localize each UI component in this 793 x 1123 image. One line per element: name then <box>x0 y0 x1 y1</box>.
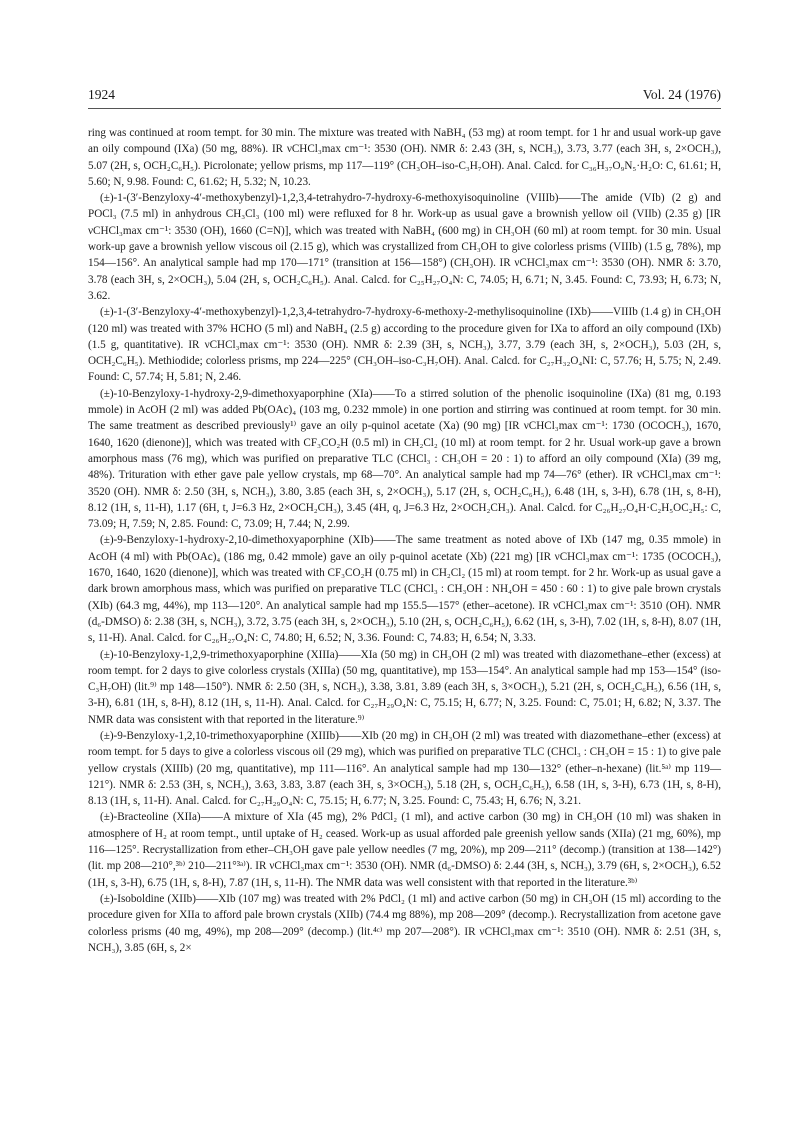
paragraph-ixb: (±)-1-(3′-Benzyloxy-4′-methoxybenzyl)-1,2,3,4-tetrahydro-7-hydroxy-6-methoxy-2-methylisoquinoline (IXb)——VIIIb (1.4 g) in CH₃OH (120 ml) was treated with 37% HCHO (5 ml) and NaBH₄ (2.5 g) according to the procedure given for IXa to afford an oily compound (IXb) (1.5 g, quantitative). IR νCHCl₃max cm⁻¹: 3530 (OH). NMR δ: 2.39 (3H, s, NCH₃), 3.77, 3.79 (each 3H, s, 2×OCH₃), 5.03 (2H, s, OCH₂C₆H₅). Methiodide; colorless prisms, mp 224—225° (CH₃OH–iso-C₃H₇OH). Anal. Calcd. for C₂₇H₃₂O₄NI: C, 57.76; H, 5.75; N, 2.49. Found: C, 57.74; H, 5.81; N, 2.46. <box>88 306 721 384</box>
paragraph-isoboldine: (±)-Isoboldine (XIIb)——XIb (107 mg) was treated with 2% PdCl₂ (1 ml) and active carbon (50 mg) in CH₃OH (15 ml) according to the procedure given for XIIa to afford pale brown crystals (XIIb) (74.4 mg 88%), mp 208—209° (decomp.). Recrystallization from acetone gave colorless prisms (40 mg, 49%), mp 208—209° (decomp.) (lit.⁴ᶜ⁾ mp 207—208°). IR νCHCl₃max cm⁻¹: 3510 (OH). NMR δ: 2.51 (3H, s, NCH₃), 3.85 (6H, s, 2× <box>88 892 721 954</box>
paragraph-xiiia: (±)-10-Benzyloxy-1,2,9-trimethoxyaporphine (XIIIa)——XIa (50 mg) in CH₃OH (2 ml) was treated with diazomethane–ether (excess) at room tempt. for 2 days to give colorless crystals (XIIIa) (50 mg, quantitative), mp 153—154°. An analytical sample had mp 153—154° (iso-C₃H₇OH) (lit.⁹⁾ mp 148—150°). NMR δ: 2.50 (3H, s, NCH₃), 3.38, 3.81, 3.89 (each 3H, s, 3×OCH₃), 5.21 (2H, s, OCH₂C₆H₅), 6.56 (1H, s, 3-H), 6.81 (1H, s, 8-H), 8.12 (1H, s, 11-H). Anal. Calcd. for C₂₇H₂₉O₄N: C, 75.15; H, 6.77; N, 3.25. Found: C, 75.01; H, 6.82; N, 3.37. The NMR data was consistent with that reported in the literature.⁹⁾ <box>88 648 721 726</box>
paragraph-xib: (±)-9-Benzyloxy-1-hydroxy-2,10-dimethoxyaporphine (XIb)——The same treatment as noted above of IXb (147 mg, 0.35 mmole) in AcOH (4 ml) with Pb(OAc)₄ (186 mg, 0.42 mmole) gave an oily p-quinol acetate (Xb) (221 mg) [IR νCHCl₃max cm⁻¹: 1735 (OCOCH₃), 1670, 1640, 1620 (dienone)], which was treated with CF₃CO₂H (0.75 ml) in CH₂Cl₂ (15 ml) at room tempt. for 2 hr. Work-up as usual gave a dark brown amorphous mass, which was purified on preparative TLC (CHCl₃ : CH₃OH : NH₄OH = 450 : 60 : 1) to give pale brown crystals (XIb) (64.3 mg, 44%), mp 113—120°. An analytical sample had mp 155.5—157° (ether–acetone). IR νCHCl₃max cm⁻¹: 3510 (OH). NMR (d₆-DMSO) δ: 2.38 (3H, s, NCH₃), 3.72, 3.75 (each 3H, s, 2×OCH₃), 5.10 (2H, s, OCH₂C₆H₅), 6.62 (1H, s, 3-H), 7.02 (1H, s, 8-H), 8.07 (1H, s, 11-H). Anal. Calcd. for C₂₆H₂₇O₄N: C, 74.80; H, 6.52; N, 3.36. Found: C, 74.83; H, 6.54; N, 3.33. <box>88 534 721 645</box>
paragraph-ixa-workup: ring was continued at room tempt. for 30 min. The mixture was treated with NaBH₄ (53 mg) at room tempt. for 1 hr and usual work-up gave an oily compound (IXa) (50 mg, 88%). IR νCHCl₃max cm⁻¹: 3530 (OH). NMR δ: 2.43 (3H, s, NCH₃), 3.73, 3.77 (each 3H, s, 2×OCH₃), 5.07 (2H, s, OCH₂C₆H₅). Picrolonate; yellow prisms, mp 117—119° (CH₃OH–iso-C₃H₇OH). Anal. Calcd. for C₃₆H₃₇O₉N₅·H₂O: C, 61.61; H, 5.60; N, 9.98. Found: C, 61.62; H, 5.32; N, 10.23. <box>88 127 721 188</box>
paragraph-xia: (±)-10-Benzyloxy-1-hydroxy-2,9-dimethoxyaporphine (XIa)——To a stirred solution of the phenolic isoquinoline (IXa) (81 mg, 0.193 mmole) in AcOH (2 ml) was added Pb(OAc)₄ (103 mg, 0.232 mmole) in one portion and stirring was continued at room tempt. for 30 min. The same treatment as described previously¹⁾ gave an oily p-quinol acetate (Xa) (90 mg) [IR νCHCl₃max cm⁻¹: 1730 (OCOCH₃), 1670, 1640, 1620 (dienone)], which was treated with CF₃CO₂H (0.5 ml) in CH₂Cl₂ (10 ml) at room tempt. for 2 hr. Usual work-up gave a brown amorphous mass (76 mg), which was purified on preparative TLC (CHCl₃ : CH₃OH = 20 : 1) to afford an oily compound (XIa) (39 mg, 48%). Trituration with ether gave pale yellow crystals, mp 68—70°. An analytical sample had mp 74—76° (ether). IR νCHCl₃max cm⁻¹: 3520 (OH). NMR δ: 2.50 (3H, s, NCH₃), 3.80, 3.85 (each 3H, s, 2×OCH₃), 5.17 (2H, s, OCH₂C₆H₅), 6.48 (1H, s, 3-H), 6.78 (1H, s, 8-H), 8.12 (1H, s, 11-H), 1.17 (6H, t, J=6.3 Hz, 2×OCH₂CH₃), 3.45 (4H, q, J=6.3 Hz, 2×OCH₂CH₃). Anal. Calcd. for C₂₆H₂₇O₄H·C₂H₅OC₂H₅: C, 73.09; H, 7.59; N, 2.85. Found: C, 73.09; H, 7.44; N, 2.99. <box>88 387 721 531</box>
page-header <box>88 87 721 105</box>
paragraph-bracteoline: (±)-Bracteoline (XIIa)——A mixture of XIa (45 mg), 2% PdCl₂ (1 ml), and active carbon (30 mg) in CH₃OH (10 ml) was shaken in atmosphere of H₂ at room tempt., until uptake of H₂ ceased. Work-up as usual afforded pale greenish yellow sands (XIIa) (21 mg, 60%), mp 116—125°. Recrystallization from ether–CH₃OH gave pale yellow needles (7 mg, 20%), mp 209—211° (decomp.) (transition at 138—142°) (lit. mp 208—210°,³ᵇ⁾ 210—211°³ᵃ⁾). IR νCHCl₃max cm⁻¹: 3530 (OH). NMR (d₆-DMSO) δ: 2.44 (3H, s, NCH₃), 3.79 (6H, s, 2×OCH₃), 6.52 (1H, s, 3-H), 6.75 (1H, s, 8-H), 7.87 (1H, s, 11-H). The NMR data was well consistent with that reported in the literature.³ᵇ⁾ <box>88 811 721 889</box>
paragraph-xiiib: (±)-9-Benzyloxy-1,2,10-trimethoxyaporphine (XIIIb)——XIb (20 mg) in CH₃OH (2 ml) was treated with diazomethane–ether (excess) at room tempt. for 5 days to give a colorless viscous oil (29 mg), which was purified on preparative TLC (CHCl₃ : CH₃OH = 15 : 1) to give pale yellow crystals (XIIIb) (20 mg, quantitative), mp 111—116°. An analytical sample had mp 130—132° (ether–n-hexane) (lit.⁵ᵃ⁾ mp 119—121°). NMR δ: 2.53 (3H, s, NCH₃), 3.63, 3.83, 3.87 (each 3H, s, 3×OCH₃), 5.18 (2H, s, OCH₂C₆H₅), 6.58 (1H, s, 3-H), 6.73 (1H, s, 8-H), 8.13 (1H, s, 11-H). Anal. Calcd. for C₂₇H₂₉O₄N: C, 75.15; H, 6.77; N, 3.25. Found: C, 75.43; H, 6.76; N, 3.21. <box>88 729 721 808</box>
header-rule <box>88 108 721 109</box>
page-number: 1924 <box>88 87 115 102</box>
experimental-text <box>88 125 721 956</box>
paragraph-viiib: (±)-1-(3′-Benzyloxy-4′-methoxybenzyl)-1,2,3,4-tetrahydro-7-hydroxy-6-methoxyisoquinoline (VIIIb)——The amide (VIb) (2 g) and POCl₃ (7.5 ml) in anhydrous CH₃Cl₃ (100 ml) were refluxed for 8 hr. Work-up as usual gave a brownish yellow oil (VIIb) (2.35 g) [IR νCHCl₃max cm⁻¹: 3530 (OH), 1660 (C=N)], which was treated with NaBH₄ (600 mg) in CH₃OH (60 ml) at room tempt. for 30 min. Usual work-up gave a brownish yellow viscous oil (2.15 g), which was crystallized from CH₃OH to give colorless prisms (VIIIb) (1.5 g, 78%), mp 154—156°. An analytical sample had mp 170—171° (transition at 156—158°) (CH₃OH). IR νCHCl₃max cm⁻¹: 3530 (OH). NMR δ: 3.70, 3.78 (each 3H, s, 2×OCH₃), 5.04 (2H, s, OCH₂C₆H₅). Anal. Calcd. for C₂₅H₂₇O₄N: C, 74.05; H, 6.71; N, 3.45. Found: C, 73.93; H, 6.73; N, 3.62. <box>88 192 721 302</box>
volume-label: Vol. 24 (1976) <box>642 87 721 102</box>
